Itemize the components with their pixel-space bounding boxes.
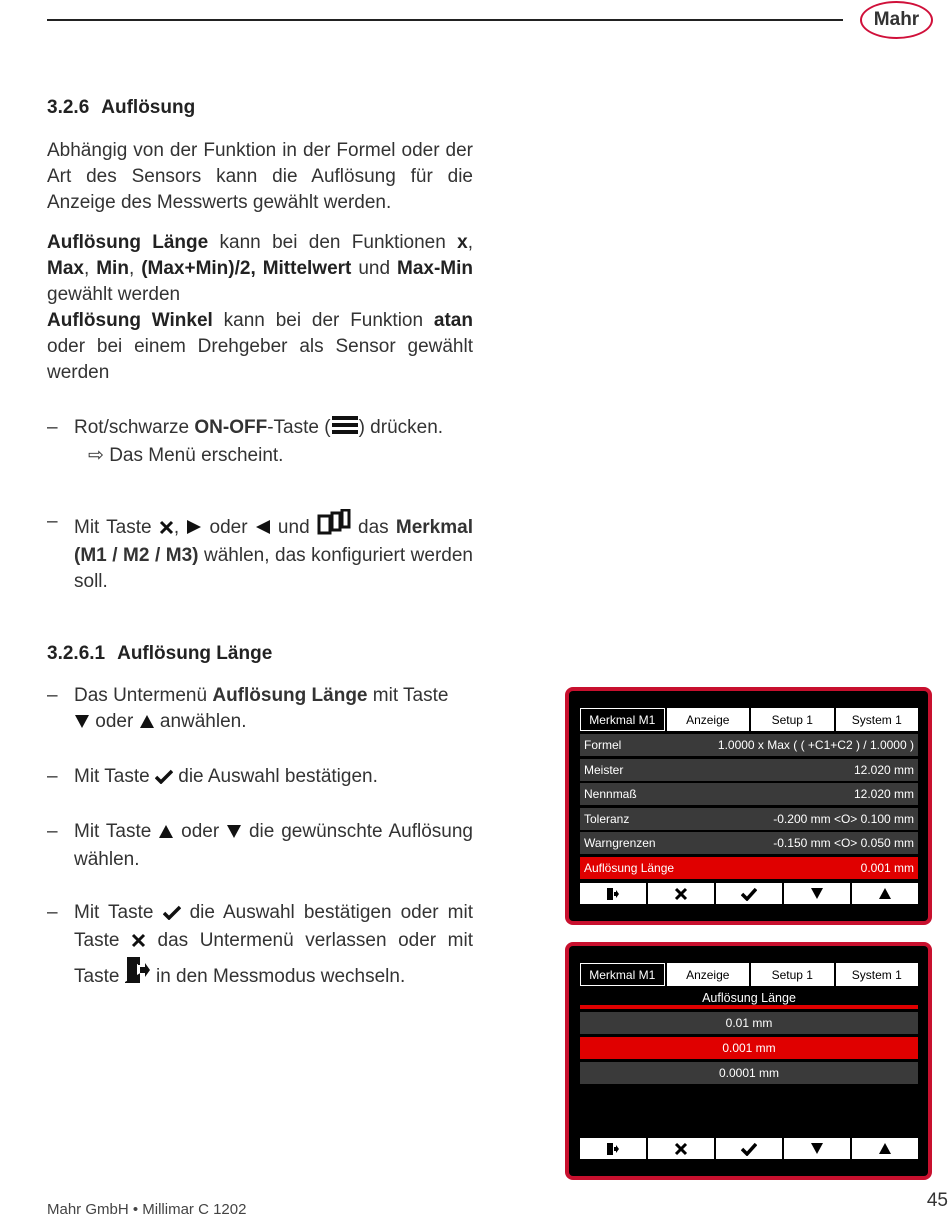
screen-tabs <box>580 708 918 731</box>
tab-setup[interactable]: Setup 1 <box>751 963 834 986</box>
close-icon <box>159 517 174 543</box>
check-icon <box>163 902 181 928</box>
softkey-check-icon[interactable] <box>716 883 782 904</box>
tab-anzeige[interactable]: Anzeige <box>667 708 750 731</box>
tab-merkmal[interactable]: Merkmal M1 <box>580 963 665 986</box>
subsection-title: Auflösung Länge <box>117 643 273 664</box>
softkey-exit-icon[interactable] <box>580 883 646 904</box>
down-triangle-icon <box>74 711 90 737</box>
resolution-option-selected[interactable]: 0.001 mm <box>580 1037 918 1059</box>
softkey-down-icon[interactable] <box>784 883 850 904</box>
softkey-up-icon[interactable] <box>852 1138 918 1159</box>
resolution-length-paragraph: Auflösung Länge kann bei den Funktionen x, Max, Min, (Max+Min)/2, Mittelwert und Max-Min gewählt werden <box>47 232 474 305</box>
resolution-option[interactable]: 0.01 mm <box>580 1012 918 1034</box>
footer-text: Mahr GmbH • Millimar C 1202 <box>47 1201 247 1218</box>
header-rule <box>47 19 843 21</box>
subsection-number: 3.2.6.1 <box>47 643 106 664</box>
section-heading <box>47 97 195 119</box>
screen-display <box>569 946 928 1176</box>
softkey-bar <box>580 1138 918 1159</box>
resolution-option[interactable]: 0.0001 mm <box>580 1062 918 1084</box>
settings-row-formel[interactable]: Formel 1.0000 x Max ( ( +C1+C2 ) / 1.0000 ) <box>580 734 918 756</box>
step-confirm-or-exit: – Mit Taste die Auswahl bestätigen oder mit Taste das Untermenü verlassen oder mit Taste in den Messmodus wechseln. <box>47 900 473 992</box>
section-title: Auflösung <box>101 97 196 118</box>
section-number: 3.2.6 <box>47 97 90 118</box>
softkey-close-icon[interactable] <box>648 883 714 904</box>
exit-icon <box>125 956 151 992</box>
softkey-check-icon[interactable] <box>716 1138 782 1159</box>
softkey-bar <box>580 883 918 904</box>
step-select-submenu: – Das Untermenü Auflösung Länge mit Taste oder anwählen. <box>47 683 473 737</box>
close-icon <box>131 930 146 956</box>
tab-system[interactable]: System 1 <box>836 708 919 731</box>
settings-row-meister[interactable]: Meister 12.020 mm <box>580 759 918 781</box>
tab-setup[interactable]: Setup 1 <box>751 708 834 731</box>
page-number: 45 <box>926 1190 948 1211</box>
step-confirm: – Mit Taste die Auswahl bestätigen. <box>47 764 473 792</box>
tab-merkmal[interactable]: Merkmal M1 <box>580 708 665 731</box>
intro-paragraph: Abhängig von der Funktion in der Formel oder der Art des Sensors kann die Auflösung für die Anzeige des Messwerts gewählt werden. <box>47 140 473 213</box>
tab-system[interactable]: System 1 <box>836 963 919 986</box>
screen-display <box>569 691 928 921</box>
submenu-title: Auflösung Länge <box>580 987 918 1009</box>
softkey-down-icon[interactable] <box>784 1138 850 1159</box>
subsection-heading <box>47 643 272 665</box>
up-triangle-icon <box>139 711 155 737</box>
step-choose-resolution: – Mit Taste oder die gewünschte Auflösung wählen. <box>47 821 473 870</box>
mahr-logo: Mahr <box>860 1 933 39</box>
settings-row-toleranz[interactable]: Toleranz -0.200 mm <O> 0.100 mm <box>580 808 918 830</box>
softkey-exit-icon[interactable] <box>580 1138 646 1159</box>
tab-anzeige[interactable]: Anzeige <box>667 963 750 986</box>
down-triangle-icon <box>226 821 242 847</box>
right-triangle-icon <box>186 517 202 543</box>
settings-row-aufloesung-selected[interactable]: Auflösung Länge 0.001 mm <box>580 857 918 879</box>
left-triangle-icon <box>255 517 271 543</box>
settings-row-warngrenzen[interactable]: Warngrenzen -0.150 mm <O> 0.050 mm <box>580 832 918 854</box>
step-open-menu: – Rot/schwarze ON-OFF-Taste ( ) drücken. ⇨ Das Menü erscheint. <box>47 417 444 466</box>
result-arrow-icon: ⇨ <box>88 445 104 466</box>
check-icon <box>155 766 173 792</box>
softkey-close-icon[interactable] <box>648 1138 714 1159</box>
device-screen-resolution <box>565 942 932 1180</box>
step-select-feature: – Mit Taste , oder und das Merkmal (M1 / M2 / M3) wählen, das konfiguriert werden soll. <box>47 511 473 592</box>
screen-tabs <box>580 963 918 986</box>
up-triangle-icon <box>158 821 174 847</box>
pages-icon <box>317 509 351 543</box>
softkey-up-icon[interactable] <box>852 883 918 904</box>
device-screen-menu <box>565 687 932 925</box>
resolution-angle-paragraph: Auflösung Winkel kann bei der Funktion atan oder bei einem Drehgeber als Sensor gewählt werden <box>47 310 473 383</box>
settings-list <box>580 734 918 879</box>
menu-icon <box>331 415 359 443</box>
settings-row-nennmass[interactable]: Nennmaß 12.020 mm <box>580 783 918 805</box>
